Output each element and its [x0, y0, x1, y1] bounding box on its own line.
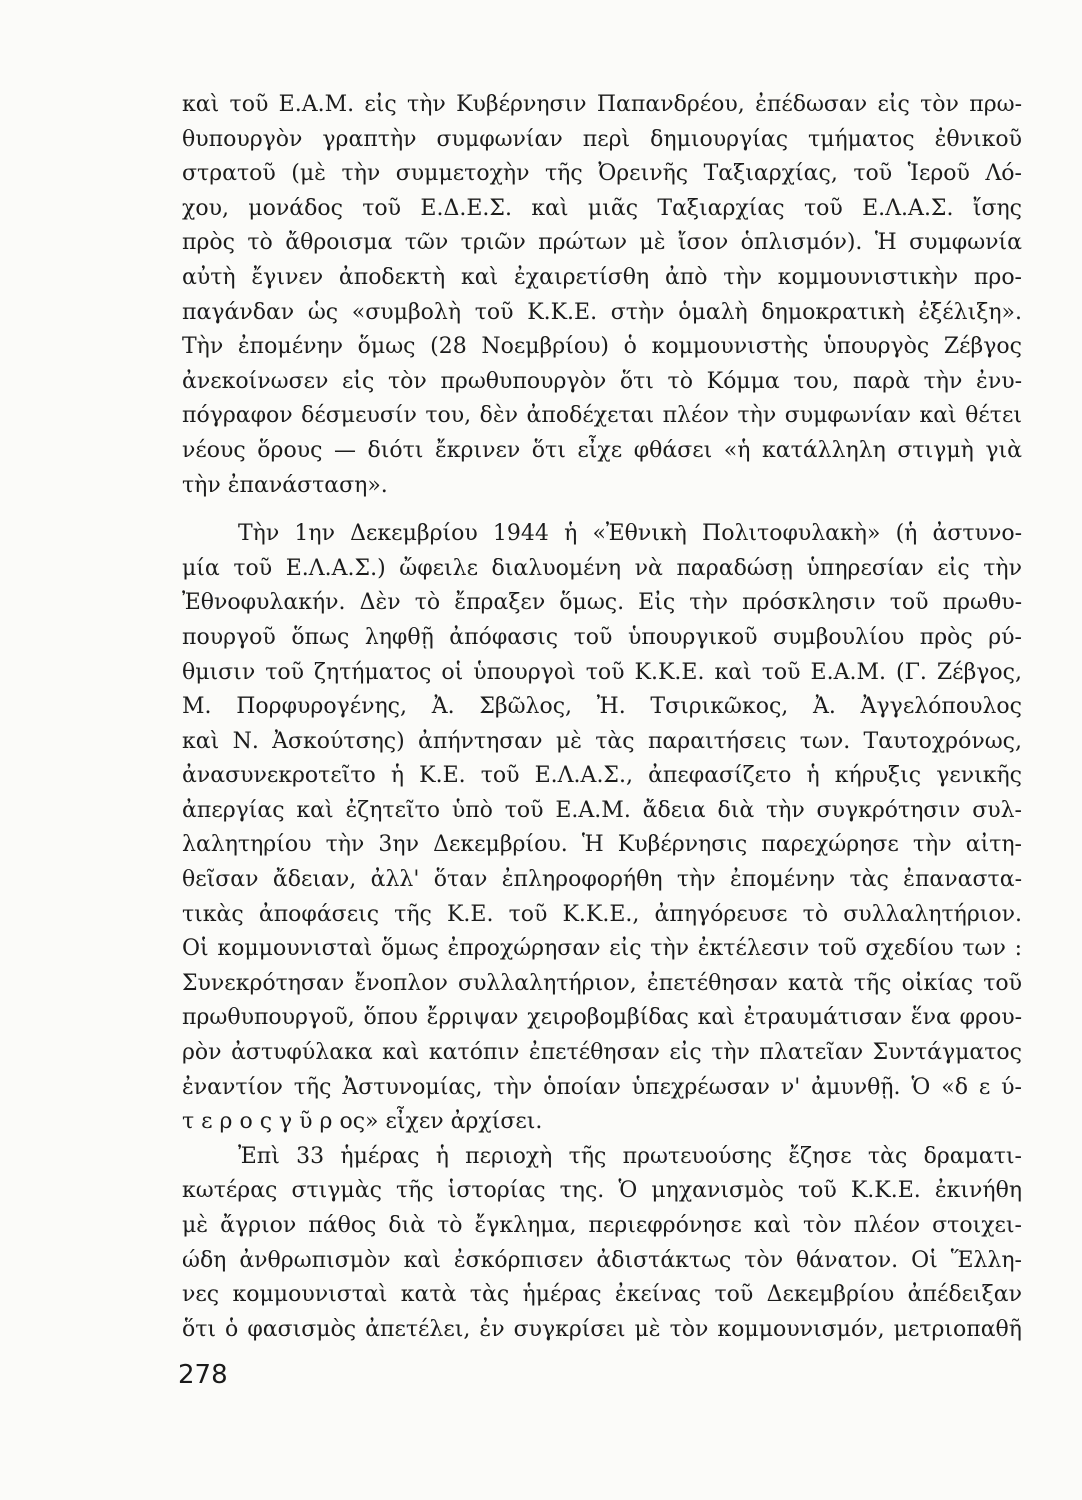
- text-line: Οἱ κομμουνισταὶ ὅμως ἐπροχώρησαν εἰς τὴν ἐκτέλεσιν τοῦ σχεδίου των :: [182, 936, 1022, 962]
- text-line: Ἐθνοφυλακήν. Δὲν τὸ ἔπραξεν ὅμως. Εἰς τὴν πρόσκλησιν τοῦ πρωθυ-: [182, 590, 1022, 616]
- text-line: λαλητηρίου τὴν 3ην Δεκεμβρίου. Ἡ Κυβέρνησις παρεχώρησε τὴν αἰτη-: [182, 832, 1022, 858]
- text-line: Μ. Πορφυρογένης, Ἀ. Σβῶλος, Ἠ. Τσιρικῶκος, Ἀ. Ἀγγελόπουλος: [182, 694, 1022, 720]
- text-line: ρὸν ἀστυφύλακα καὶ κατόπιν ἐπετέθησαν εἰς τὴν πλατεῖαν Συντάγματος: [182, 1040, 1022, 1066]
- text-line: χου, μονάδος τοῦ Ε.Δ.Ε.Σ. καὶ μιᾶς Ταξιαρχίας τοῦ Ε.Λ.Α.Σ. ἴσης: [182, 195, 1022, 221]
- text-line: πουργοῦ ὅπως ληφθῇ ἀπόφασις τοῦ ὑπουργικοῦ συμβουλίου πρὸς ρύ-: [182, 624, 1022, 650]
- text-line: πρὸς τὸ ἄθροισμα τῶν τριῶν πρώτων μὲ ἴσον ὁπλισμόν). Ἡ συμφωνία: [182, 230, 1022, 256]
- text-line: θυπουργὸν γραπτὴν συμφωνίαν περὶ δημιουργίας τμήματος ἐθνικοῦ: [182, 126, 1022, 152]
- text-line: ἀπεργίας καὶ ἐζητεῖτο ὑπὸ τοῦ Ε.Α.Μ. ἄδεια διὰ τὴν συγκρότησιν συλ-: [182, 797, 1022, 823]
- text-line: Τὴν 1ην Δεκεμβρίου 1944 ἡ «Ἐθνικὴ Πολιτοφυλακὴ» (ἡ ἀστυνο-: [238, 521, 1022, 547]
- text-line: μὲ ἄγριον πάθος διὰ τὸ ἔγκλημα, περιεφρόνησε καὶ τὸν πλέον στοιχει-: [182, 1213, 1022, 1238]
- text-line: καὶ Ν. Ἀσκούτσης) ἀπήντησαν μὲ τὰς παραιτήσεις των. Ταυτοχρόνως,: [182, 728, 1022, 754]
- paragraph-3: [182, 1140, 1022, 1348]
- text-line: αὐτὴ ἔγινεν ἀποδεκτὴ καὶ ἐχαιρετίσθη ἀπὸ τὴν κομμουνιστικὴν προ-: [182, 264, 1022, 290]
- body-text: [182, 88, 1022, 1347]
- text-line: καὶ τοῦ Ε.Α.Μ. εἰς τὴν Κυβέρνησιν Παπανδρέου, ἐπέδωσαν εἰς τὸν πρω-: [182, 92, 1022, 117]
- text-line: τ ε ρ ο ς γ ῦ ρ ος» εἶχεν ἀρχίσει.: [182, 1109, 543, 1135]
- text-line: ἀνασυνεκροτεῖτο ἡ Κ.Ε. τοῦ Ε.Λ.Α.Σ., ἀπεφασίζετο ἡ κήρυξις γενικῆς: [182, 763, 1022, 789]
- text-line: μία τοῦ Ε.Λ.Α.Σ.) ὤφειλε διαλυομένη νὰ παραδώσῃ ὑπηρεσίαν εἰς τὴν: [182, 555, 1022, 581]
- text-line: θεῖσαν ἄδειαν, ἀλλ' ὅταν ἐπληροφορήθη τὴν ἐπομένην τὰς ἐπαναστα-: [182, 867, 1022, 893]
- text-line: Ἐπὶ 33 ἡμέρας ἡ περιοχὴ τῆς πρωτευούσης ἔζησε τὰς δραματι-: [238, 1143, 1022, 1169]
- text-line: πόγραφον δέσμευσίν του, δὲν ἀποδέχεται πλέον τὴν συμφωνίαν καὶ θέτει: [182, 403, 1022, 429]
- text-line: πρωθυπουργοῦ, ὅπου ἔρριψαν χειροβομβίδας καὶ ἐτραυμάτισαν ἕνα φρου-: [182, 1005, 1022, 1031]
- text-line: νέους ὅρους — διότι ἔκρινεν ὅτι εἶχε φθάσει «ἡ κατάλληλη στιγμὴ γιὰ: [182, 437, 1022, 463]
- text-line: στρατοῦ (μὲ τὴν συμμετοχὴν τῆς Ὀρεινῆς Ταξιαρχίας, τοῦ Ἱεροῦ Λό-: [182, 161, 1022, 187]
- text-line: ἐναντίον τῆς Ἀστυνομίας, τὴν ὁποίαν ὑπεχρέωσαν ν' ἀμυνθῇ. Ὁ «δ ε ύ-: [182, 1074, 1022, 1100]
- text-line: τικὰς ἀποφάσεις τῆς Κ.Ε. τοῦ Κ.Κ.Ε., ἀπηγόρευσε τὸ συλλαλητήριον.: [182, 901, 1022, 927]
- text-line: Συνεκρότησαν ἔνοπλον συλλαλητήριον, ἐπετέθησαν κατὰ τῆς οἰκίας τοῦ: [182, 970, 1022, 996]
- text-line: ἀνεκοίνωσεν εἰς τὸν πρωθυπουργὸν ὅτι τὸ Κόμμα του, παρὰ τὴν ἐνυ-: [182, 368, 1022, 394]
- text-line: νες κομμουνισταὶ κατὰ τὰς ἡμέρας ἐκείνας τοῦ Δεκεμβρίου ἀπέδειξαν: [182, 1282, 1022, 1308]
- paragraph-1: [182, 88, 1022, 503]
- text-line: κωτέρας στιγμὰς τῆς ἱστορίας της. Ὁ μηχανισμὸς τοῦ Κ.Κ.Ε. ἐκινήθη: [182, 1178, 1022, 1204]
- text-line: ὅτι ὁ φασισμὸς ἀπετέλει, ἐν συγκρίσει μὲ τὸν κομμουνισμόν, μετριοπαθῆ: [182, 1316, 1022, 1342]
- text-line: τὴν ἐπανάσταση».: [182, 472, 388, 498]
- text-line: ώδη ἀνθρωπισμὸν καὶ ἐσκόρπισεν ἀδιστάκτως τὸν θάνατον. Οἱ Ἕλλη-: [182, 1247, 1022, 1273]
- paragraph-2: [182, 517, 1022, 1140]
- paragraph-spacer: [182, 503, 1022, 517]
- text-line: θμισιν τοῦ ζητήματος οἱ ὑπουργοὶ τοῦ Κ.Κ.Ε. καὶ τοῦ Ε.Α.Μ. (Γ. Ζέβγος,: [182, 659, 1022, 685]
- page-number: 278: [178, 1360, 228, 1390]
- text-line: Τὴν ἐπομένην ὅμως (28 Νοεμβρίου) ὁ κομμουνιστὴς ὑπουργὸς Ζέβγος: [182, 334, 1022, 360]
- text-line: παγάνδαν ὡς «συμβολὴ τοῦ Κ.Κ.Ε. στὴν ὁμαλὴ δημοκρατικὴ ἐξέλιξη».: [182, 299, 1022, 325]
